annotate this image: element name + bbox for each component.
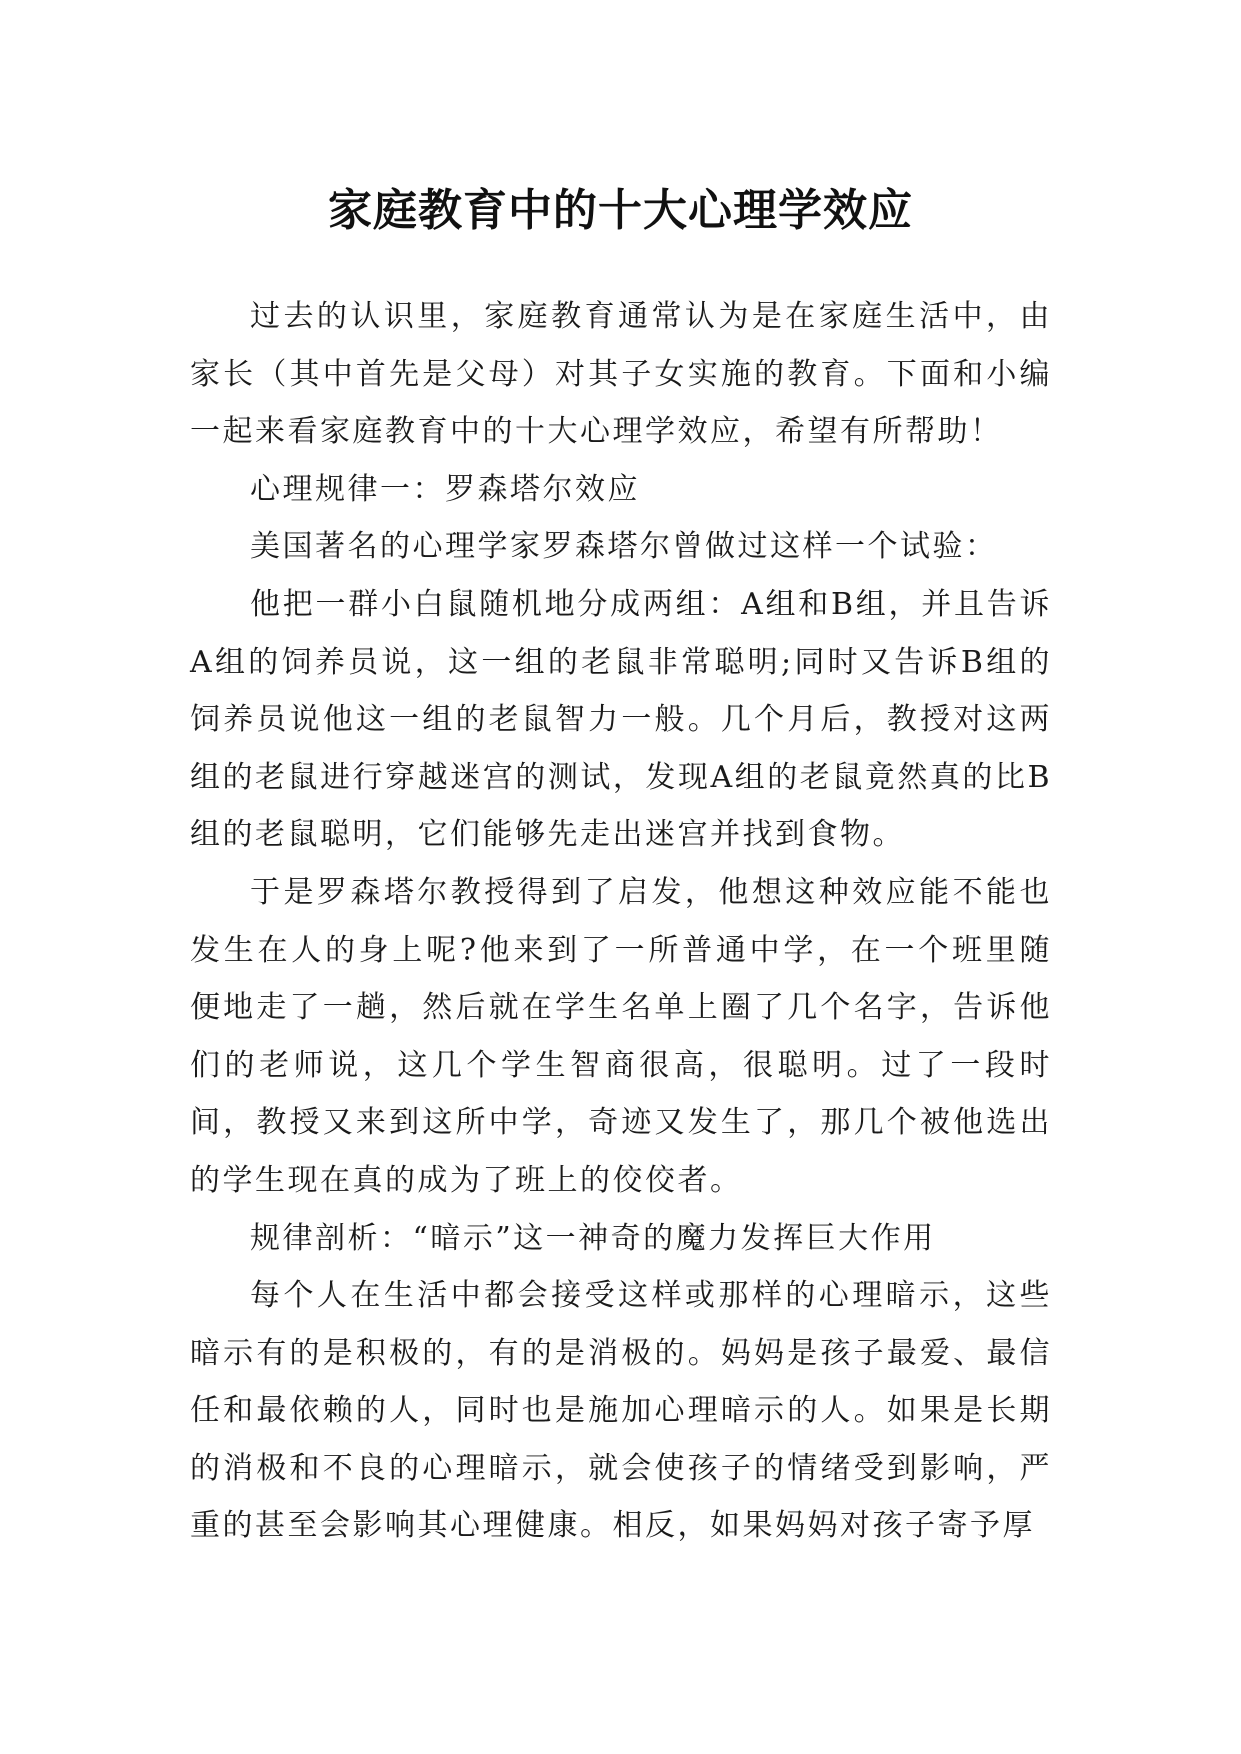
document-body bbox=[190, 288, 1052, 1555]
paragraph-heading-rule-1: 心理规律一：罗森塔尔效应 bbox=[250, 471, 640, 507]
paragraph-mouse-experiment: 他把一群小白鼠随机地分成两组：A组和B组，并且告诉A组的饲养员说，这一组的老鼠非常聪明;同时又告诉B组的饲养员说他这一组的老鼠智力一般。几个月后，教授对这两组的老鼠进行穿越迷宫的测试，发现A组的老鼠竟然真的比B组的老鼠聪明，它们能够先走出迷宫并找到食物。 bbox=[190, 586, 1052, 853]
paragraph-intro: 过去的认识里，家庭教育通常认为是在家庭生活中，由家长（其中首先是父母）对其子女实施的教育。下面和小编一起来看家庭教育中的十大心理学效应，希望有所帮助！ bbox=[190, 299, 1052, 450]
paragraph-heading-analysis: 规律剖析：“暗示”这一神奇的魔力发挥巨大作用 bbox=[250, 1220, 936, 1256]
paragraph-school-experiment: 于是罗森塔尔教授得到了启发，他想这种效应能不能也发生在人的身上呢?他来到了一所普通中学，在一个班里随便地走了一趟，然后就在学生名单上圈了几个名字，告诉他们的老师说，这几个学生智商很高，很聪明。过了一段时间，教授又来到这所中学，奇迹又发生了，那几个被他选出的学生现在真的成为了班上的佼佼者。 bbox=[190, 874, 1052, 1198]
paragraph-suggestion: 每个人在生活中都会接受这样或那样的心理暗示，这些暗示有的是积极的，有的是消极的。妈妈是孩子最爱、最信任和最依赖的人，同时也是施加心理暗示的人。如果是长期的消极和不良的心理暗示，就会使孩子的情绪受到影响，严重的甚至会影响其心理健康。相反，如果妈妈对孩子寄予厚 bbox=[190, 1278, 1052, 1544]
document-title: 家庭教育中的十大心理学效应 bbox=[328, 185, 913, 237]
paragraph-experiment-intro: 美国著名的心理学家罗森塔尔曾做过这样一个试验： bbox=[250, 529, 998, 565]
